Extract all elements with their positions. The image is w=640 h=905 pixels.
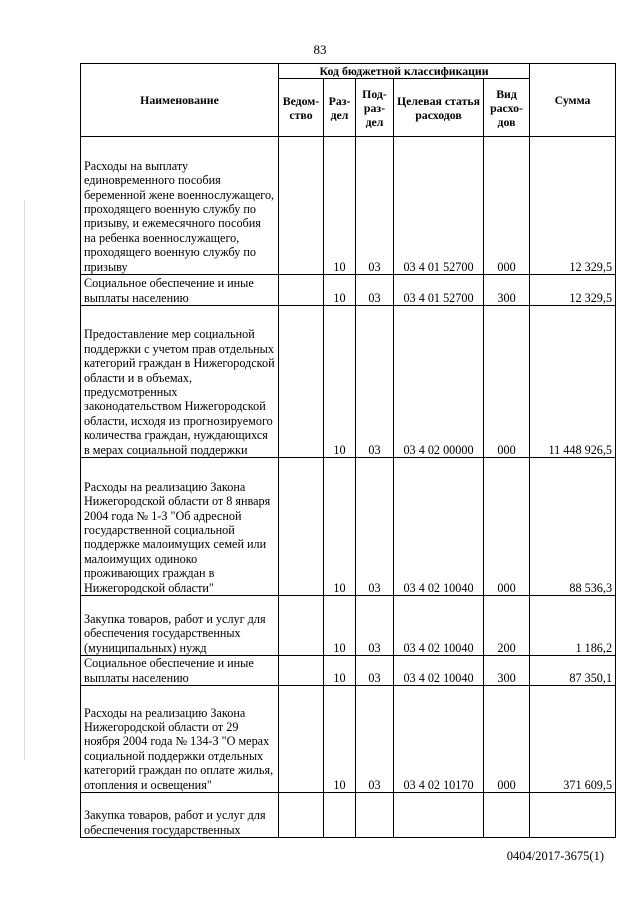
row-amount: 1 186,2 bbox=[530, 596, 616, 656]
row-department bbox=[279, 275, 324, 306]
row-name: Предоставление мер социальной поддержки с учетом прав отдельных категорий граждан в Нижегородской области и в объемах, предусмотренных законодательством Нижегородской области, исходя из прогнозируемого количества граждан, нуждающихся в мерах социальной поддержки bbox=[81, 306, 279, 458]
header-target-article: Целевая статья расходов bbox=[394, 79, 484, 137]
row-subsection: 03 bbox=[356, 137, 394, 275]
table-row bbox=[81, 793, 616, 838]
row-target: 03 4 02 10040 bbox=[394, 656, 484, 686]
row-amount: 12 329,5 bbox=[530, 137, 616, 275]
header-section: Раз-дел bbox=[324, 79, 356, 137]
row-section: 10 bbox=[324, 686, 356, 793]
row-section: 10 bbox=[324, 656, 356, 686]
header-subsection: Под-раз-дел bbox=[356, 79, 394, 137]
row-department bbox=[279, 656, 324, 686]
row-amount: 87 350,1 bbox=[530, 656, 616, 686]
row-department bbox=[279, 458, 324, 596]
row-amount: 371 609,5 bbox=[530, 686, 616, 793]
row-type: 300 bbox=[484, 275, 530, 306]
row-target: 03 4 02 10170 bbox=[394, 686, 484, 793]
header-name: Наименование bbox=[81, 64, 279, 137]
row-subsection: 03 bbox=[356, 686, 394, 793]
row-section: 10 bbox=[324, 275, 356, 306]
row-department bbox=[279, 596, 324, 656]
header-row-top bbox=[81, 64, 616, 79]
row-type: 000 bbox=[484, 686, 530, 793]
scan-margin-line bbox=[24, 200, 25, 760]
document-code: 0404/2017-3675(1) bbox=[506, 849, 604, 863]
row-name: Расходы на выплату единовременного пособия беременной жене военнослужащего, проходящего военную службу по призыву, и ежемесячного пособия на ребенка военнослужащего, проходящего военную службу по призыву bbox=[81, 137, 279, 275]
row-type bbox=[484, 793, 530, 838]
row-type: 000 bbox=[484, 137, 530, 275]
row-subsection bbox=[356, 793, 394, 838]
row-subsection: 03 bbox=[356, 596, 394, 656]
budget-table bbox=[80, 63, 616, 838]
row-type: 300 bbox=[484, 656, 530, 686]
row-target: 03 4 02 00000 bbox=[394, 306, 484, 458]
row-amount bbox=[530, 793, 616, 838]
header-amount: Сумма bbox=[530, 64, 616, 137]
row-target bbox=[394, 793, 484, 838]
page-number: 83 bbox=[313, 42, 327, 57]
row-subsection: 03 bbox=[356, 306, 394, 458]
table-row bbox=[81, 137, 616, 275]
row-section: 10 bbox=[324, 458, 356, 596]
row-name: Социальное обеспечение и иные выплаты населению bbox=[81, 275, 279, 306]
table-row bbox=[81, 306, 616, 458]
row-department bbox=[279, 306, 324, 458]
row-target: 03 4 02 10040 bbox=[394, 596, 484, 656]
row-name: Закупка товаров, работ и услуг для обеспечения государственных bbox=[81, 793, 279, 838]
row-amount: 12 329,5 bbox=[530, 275, 616, 306]
row-amount: 11 448 926,5 bbox=[530, 306, 616, 458]
row-section: 10 bbox=[324, 137, 356, 275]
table-row bbox=[81, 656, 616, 686]
table-row bbox=[81, 458, 616, 596]
row-name: Расходы на реализацию Закона Нижегородской области от 8 января 2004 года № 1-З "Об адресной государственной социальной поддержке малоимущих семей или малоимущих одиноко проживающих граждан в Нижегородской области" bbox=[81, 458, 279, 596]
row-amount: 88 536,3 bbox=[530, 458, 616, 596]
row-department bbox=[279, 793, 324, 838]
row-target: 03 4 01 52700 bbox=[394, 275, 484, 306]
table-row bbox=[81, 686, 616, 793]
row-department bbox=[279, 137, 324, 275]
row-type: 200 bbox=[484, 596, 530, 656]
row-section: 10 bbox=[324, 306, 356, 458]
row-subsection: 03 bbox=[356, 275, 394, 306]
row-subsection: 03 bbox=[356, 458, 394, 596]
row-type: 000 bbox=[484, 306, 530, 458]
row-type: 000 bbox=[484, 458, 530, 596]
header-department: Ведом-ство bbox=[279, 79, 324, 137]
row-subsection: 03 bbox=[356, 656, 394, 686]
row-name: Расходы на реализацию Закона Нижегородской области от 29 ноября 2004 года № 134-З "О мерах социальной поддержки отдельных категорий граждан по оплате жилья, отопления и освещения" bbox=[81, 686, 279, 793]
row-name: Закупка товаров, работ и услуг для обеспечения государственных (муниципальных) нужд bbox=[81, 596, 279, 656]
row-department bbox=[279, 686, 324, 793]
row-target: 03 4 01 52700 bbox=[394, 137, 484, 275]
row-name: Социальное обеспечение и иные выплаты населению bbox=[81, 656, 279, 686]
row-target: 03 4 02 10040 bbox=[394, 458, 484, 596]
table-row bbox=[81, 275, 616, 306]
header-expense-type: Вид расхо-дов bbox=[484, 79, 530, 137]
row-section: 10 bbox=[324, 596, 356, 656]
row-section bbox=[324, 793, 356, 838]
table-row bbox=[81, 596, 616, 656]
header-classification: Код бюджетной классификации bbox=[279, 64, 530, 79]
